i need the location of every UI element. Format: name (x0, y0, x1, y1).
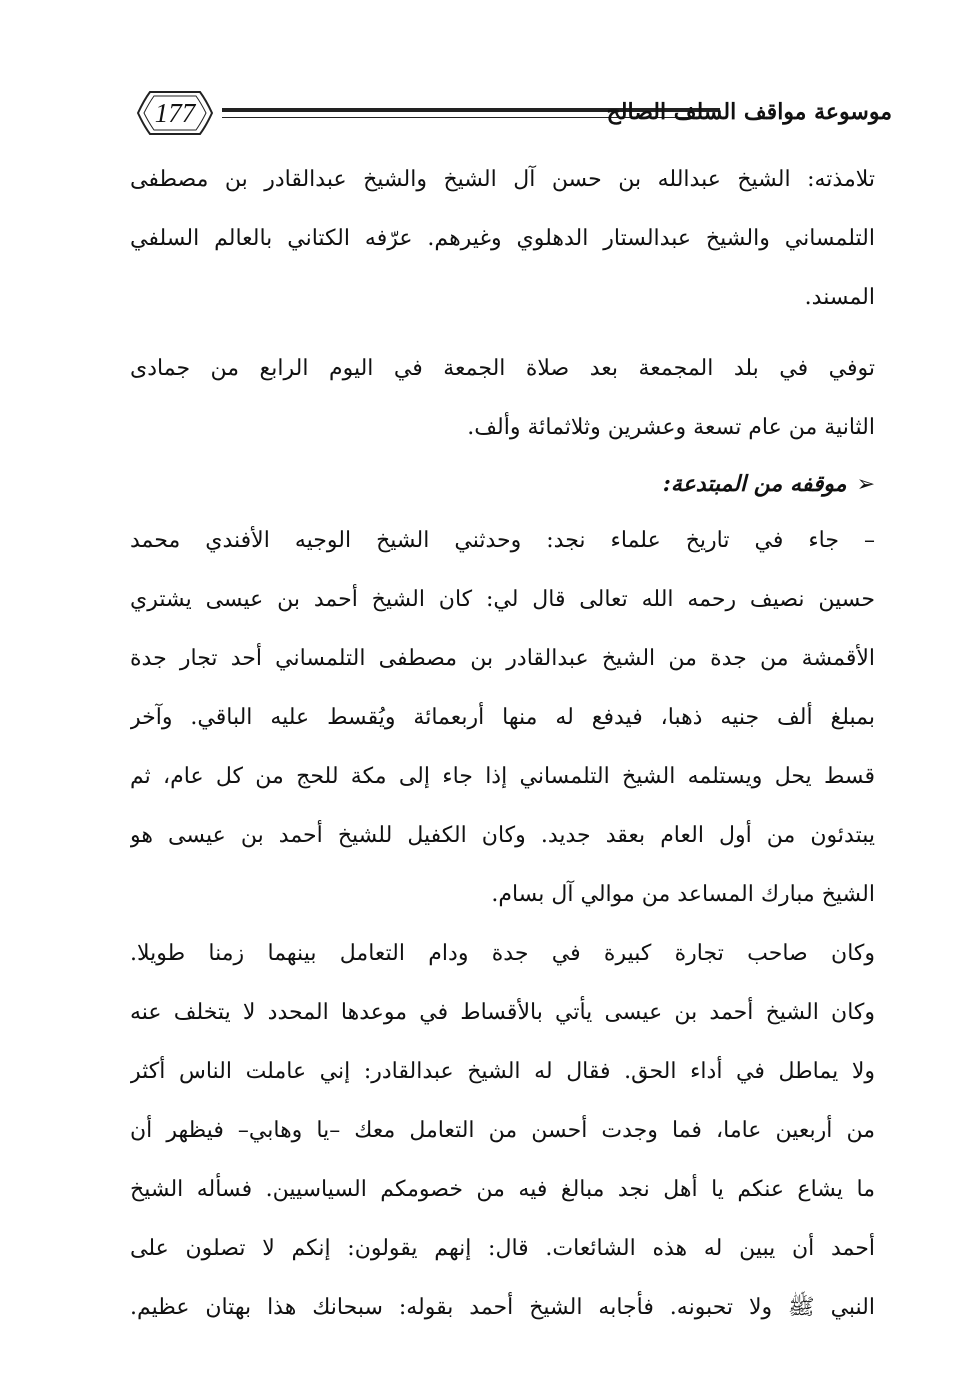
paragraph-students (130, 150, 875, 327)
text-line: أحمد أن يبين له هذه الشائعات. قال: إنهم يقولون: إنكم لا تصلون على (130, 1236, 875, 1261)
text-line: الأقمشة من جدة من الشيخ عبدالقادر بن مصطفى التلمساني أحد تجار جدة (130, 646, 875, 671)
section-heading-text: موقفه من المبتدعة: (662, 471, 847, 497)
page-number: 177 (154, 98, 196, 128)
text-line: تلامذته: الشيخ عبدالله بن حسن آل الشيخ والشيخ عبدالقادر بن مصطفى (130, 167, 875, 192)
text-line: توفي في بلد المجمعة بعد صلاة الجمعة في اليوم الرابع من جمادى (130, 356, 875, 381)
text-line: بمبلغ ألف جنيه ذهبا، فيدفع له منها أربعمائة ويُقسط عليه الباقي. وآخر (130, 705, 875, 730)
text-line: قسط يحل ويستلمه الشيخ التلمساني إذا جاء إلى مكة للحج من كل عام، ثم (130, 764, 875, 789)
paragraph-death (130, 339, 875, 457)
text-line: النبي ﷺ ولا تحبونه. فأجابه الشيخ أحمد بقوله: سبحانك هذا بهتان عظيم. (130, 1295, 875, 1320)
text-line: ما يشاع عنكم يا أهل نجد مبالغ فيه من خصومكم السياسيين. فسأله الشيخ (130, 1177, 875, 1202)
text-line: الشيخ مبارك المساعد من موالي آل بسام. (491, 882, 875, 907)
arrow-bullet-icon: ➢ (856, 472, 875, 497)
text-line: من أربعين عاما، فما وجدت أحسن من التعامل معك –يا وهابي– فيظهر أن (130, 1118, 875, 1143)
section-heading (130, 457, 875, 511)
series-title: موسوعة مواقف السلف الصالح (606, 99, 892, 125)
text-line: الثانية من عام تسعة وعشرين وثلاثمائة وألف. (467, 415, 875, 440)
text-line: وكان الشيخ أحمد بن عيسى يأتي بالأقساط في موعدها المحدد لا يتخلف عنه (130, 1000, 875, 1025)
page-number-badge (136, 90, 214, 136)
paragraph-gap (130, 327, 875, 339)
text-line: وكان صاحب تجارة كبيرة في جدة ودام التعامل بينهما زمنا طويلا. (130, 941, 875, 966)
text-line: ولا يماطل في أداء الحق. فقال له الشيخ عبدالقادر: إني عاملت الناس أكثر (130, 1059, 875, 1084)
body-text (130, 150, 875, 1337)
page-header (130, 86, 892, 146)
text-line: يبتدئون من أول العام بعقد جديد. وكان الكفيل للشيخ أحمد بن عيسى هو (130, 823, 875, 848)
text-line: المسند. (804, 285, 875, 310)
paragraph-story (130, 511, 875, 924)
paragraph-dealing (130, 924, 875, 1337)
text-line: حسين نصيف رحمه الله تعالى قال لي: كان الشيخ أحمد بن عيسى يشتري (130, 587, 875, 612)
text-line: – جاء في تاريخ علماء نجد: وحدثني الشيخ الوجيه الأفندي محمد (130, 528, 875, 553)
text-line: التلمساني والشيخ عبدالستار الدهلوي وغيرهم. عرّفه الكتاني بالعالم السلفي (130, 226, 875, 251)
